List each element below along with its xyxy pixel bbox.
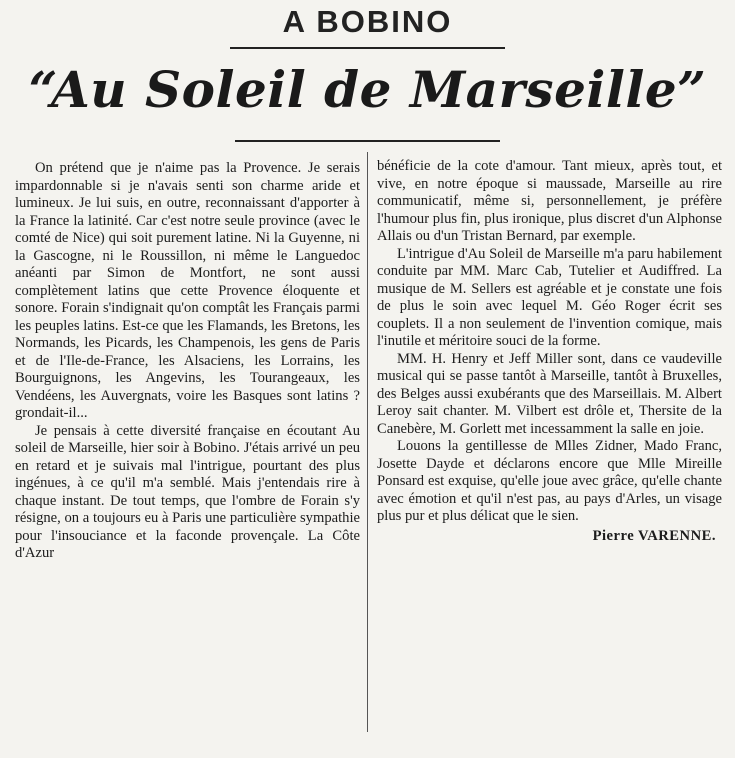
article-headline: “Au Soleil de Marseille” <box>28 60 707 119</box>
paragraph: Je pensais à cette diversité française en écoutant Au soleil de Marseille, hier soir à Bobino. J'étais arrivé un peu en retard et je suivais mal l'intrigue, pourtant des plus ingénues, à ce qu'il m'a semblé. Mais j'entendais rire à chaque instant. De tout temps, que l'ombre de Forain s'y résigne, on a toujours eu à Paris une particulière sympathie pour l'insouciance et la faconde provençale. La Côte d'Azur <box>15 422 360 561</box>
paragraph: On prétend que je n'aime pas la Provence. Je serais impardonnable si je n'avais senti son charme aride et lumineux. Je lui suis, en outre, reconnaissant d'apporter à la France la latinité. Car c'est notre seule province (avec le comté de Nice) qui soit purement latine. Ni la Guyenne, ni la Gascogne, ni le Roussillon, ni même le Languedoc anéanti par Simon de Montfort, ne sont aussi complètement latins que cette Provence éloquente et sonore. Forain s'indignait qu'on comptât les Français parmi les peuples latins. Est-ce que les Flamands, les Bretons, les Normands, les Picards, les Champenois, les gens de Paris et de l'Ile-de-France, les Alsaciens, les Lorrains, les Bourguignons, les Angevins, les Tourangeaux, les Vendéens, les Auvergnats, voire les Basques sont latins ? grondait-il... <box>15 160 360 421</box>
author-signature: Pierre VARENNE. <box>592 527 716 544</box>
headline-rule <box>235 140 500 142</box>
paragraph: Louons la gentillesse de Mlles Zidner, Mado Franc, Josette Dayde et déclarons encore que Mlle Mireille Ponsard est exquise, qu'elle joue avec grâce, qu'elle chante avec émotion et qu'il n'est pas, au pays d'Arles, un visage plus pur et plus délicat que le sien. <box>377 438 722 524</box>
paragraph: MM. H. Henry et Jeff Miller sont, dans ce vaudeville musical qui se passe tantôt à Marseille, tantôt à Bruxelles, des Belges aussi exubérants que des Marseillais. M. Albert Leroy sait chanter. M. Vilbert est drôle et, Thersite de la Canebère, M. Gorlett met incessamment la salle en joie. <box>377 350 722 437</box>
right-column <box>377 158 722 545</box>
paragraph: bénéficie de la cote d'amour. Tant mieux, après tout, et vive, en notre époque si maussade, Marseille au rire communicatif, même si, personnellement, je préfère l'humour plus fin, plus ironique, plus discret d'un Alphonse Allais ou d'un Tristan Bernard, par exemple. <box>377 158 722 244</box>
left-column <box>15 160 360 563</box>
kicker-rule <box>230 47 505 49</box>
column-divider <box>367 152 368 732</box>
section-kicker: A BOBINO <box>282 4 453 39</box>
paragraph: L'intrigue d'Au Soleil de Marseille m'a paru habilement conduite par MM. Marc Cab, Tutelier et Audiffred. La musique de M. Sellers est agréable et je constate une fois de plus le soin avec lequel M. Géo Roger écrit ses couplets. Il a non seulement de l'invention comique, mais l'inutile et méritoire souci de la forme. <box>377 245 722 349</box>
